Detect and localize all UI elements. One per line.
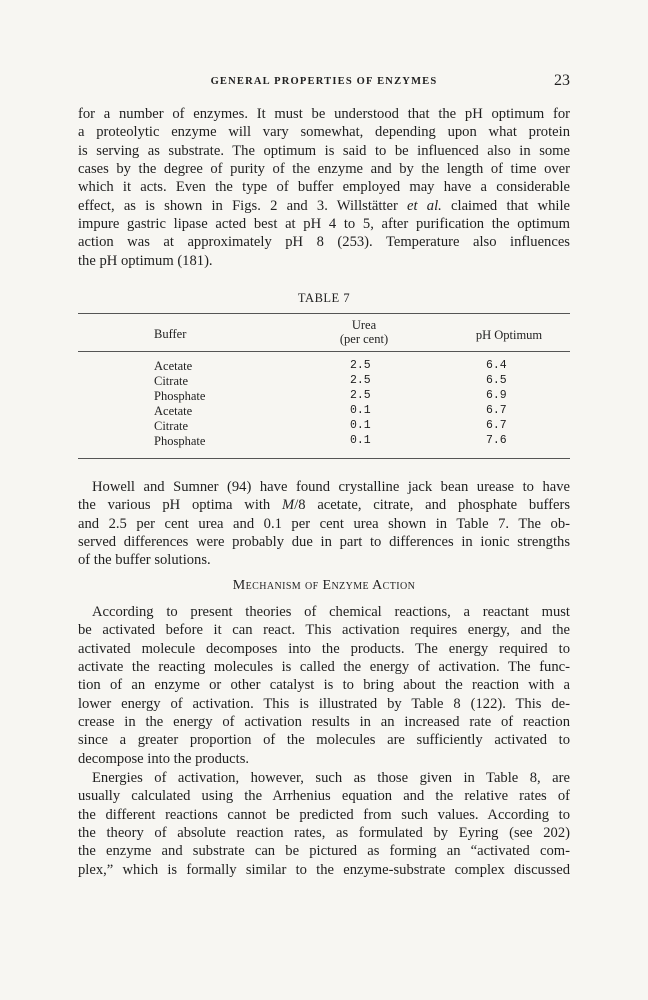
text-line: and 2.5 per cent urea and 0.1 per cent urea shown in Table 7. The ob- [78, 515, 570, 532]
text-line: Howell and Sumner (94) have found crystalline jack bean urease to have [92, 479, 570, 495]
cell-urea: 0.1 [350, 404, 371, 418]
table-body [78, 359, 570, 450]
cell-buffer: Phosphate [154, 389, 206, 404]
column-header-urea-line1: Urea [351, 318, 377, 332]
column-header-urea [324, 318, 404, 346]
text-line: since a greater proportion of the molecules are sufficiently activated to [78, 732, 570, 749]
text-line: cases by the degree of purity of the enzyme and by the length of time over [78, 161, 570, 178]
paragraph-4 [78, 769, 570, 879]
text-line: crease in the energy of activation results in an increased rate of reaction [78, 714, 570, 731]
text-line: activate the reacting molecules is called the energy of activation. The func- [78, 659, 570, 676]
text-line: lower energy of activation. This is illustrated by Table 8 (122). This de- [78, 695, 570, 712]
cell-urea: 2.5 [350, 389, 371, 403]
heading-word: ction [382, 578, 416, 593]
cell-urea: 2.5 [350, 359, 371, 372]
text-line: plex,” which is formally similar to the enzyme-substrate complex discussed [78, 861, 570, 878]
section-heading [78, 578, 570, 594]
text-line: impure gastric lipase acted best at pH 4 to 5, after purification the optimum [78, 216, 570, 233]
paragraph-3 [78, 603, 570, 768]
cell-ph: 7.6 [486, 434, 507, 448]
heading-initial: A [372, 578, 383, 593]
heading-initial: M [232, 578, 246, 593]
text-line: tion of an enzyme or other catalyst is to bring about the reaction with a [78, 677, 570, 694]
page-number: 23 [554, 72, 570, 89]
table-row [78, 434, 570, 449]
heading-word: nzyme [331, 578, 369, 593]
table-row [78, 419, 570, 434]
table-row [78, 359, 570, 374]
text-line: effect, as is shown in Figs. 2 and 3. Willstätter et al. claimed that while [78, 197, 570, 214]
text-line: for a number of enzymes. It must be understood that the pH optimum for [78, 106, 570, 122]
cell-urea: 0.1 [350, 419, 371, 433]
text-line: the enzyme and substrate can be pictured as forming an “activated com- [78, 843, 570, 860]
text-line: the various pH optima with M/8 acetate, citrate, and phosphate buffers [78, 497, 570, 514]
column-header-urea-line2: (per cent) [339, 332, 389, 346]
table-row [78, 374, 570, 389]
table-header-rule [78, 351, 570, 352]
cell-ph: 6.7 [486, 404, 507, 418]
text-line: a proteolytic enzyme will vary somewhat, depending upon what protein [78, 124, 570, 141]
text-line: usually calculated using the Arrhenius equation and the relative rates of [78, 788, 570, 805]
text-line: be activated before it can react. This activation requires energy, and the [78, 622, 570, 639]
cell-ph: 6.5 [486, 374, 507, 388]
column-header-ph: pH Optimum [475, 328, 543, 342]
text-line: the theory of absolute reaction rates, as formulated by Eyring (see 202) [78, 825, 570, 842]
text-line: of the buffer solutions. [78, 552, 211, 569]
text-line: decompose into the products. [78, 750, 250, 767]
table-top-rule [78, 313, 570, 314]
text-line: According to present theories of chemical reactions, a reactant must [92, 604, 570, 620]
heading-word: echanism [245, 578, 302, 593]
cell-ph: 6.9 [486, 389, 507, 403]
running-head [78, 72, 570, 92]
heading-word: of [304, 578, 319, 593]
text-line: is serving as substrate. The optimum is said to be influenced also in some [78, 142, 570, 159]
text-line: the pH optimum (181). [78, 252, 213, 269]
text-line: the different reactions cannot be predicted from such values. According to [78, 806, 570, 823]
paragraph-1 [78, 105, 570, 270]
text-line: action was at approximately pH 8 (253). Temperature also influences [78, 234, 570, 251]
text-line: activated molecule decomposes into the products. The energy required to [78, 640, 570, 657]
text-line: Energies of activation, however, such as those given in Table 8, are [92, 770, 570, 786]
text-line: which it acts. Even the type of buffer employed may have a considerable [78, 179, 570, 196]
cell-buffer: Citrate [154, 374, 189, 389]
cell-buffer: Citrate [154, 419, 189, 434]
cell-urea: 0.1 [350, 434, 371, 448]
cell-buffer: Acetate [154, 404, 193, 419]
table-bottom-rule [78, 458, 570, 459]
running-title: GENERAL PROPERTIES OF ENZYMES [210, 76, 438, 87]
cell-ph: 6.4 [486, 359, 507, 372]
text-line: served differences were probably due in part to differences in ionic strengths [78, 534, 570, 551]
cell-urea: 2.5 [350, 374, 371, 388]
cell-ph: 6.7 [486, 419, 507, 433]
table-header [78, 318, 570, 348]
table-title: TABLE 7 [297, 291, 351, 305]
table-row [78, 389, 570, 404]
paragraph-2 [78, 478, 570, 570]
column-header-buffer: Buffer [154, 327, 187, 341]
cell-buffer: Phosphate [154, 434, 206, 449]
cell-buffer: Acetate [154, 359, 193, 373]
heading-initial: E [322, 578, 332, 593]
table-row [78, 404, 570, 419]
